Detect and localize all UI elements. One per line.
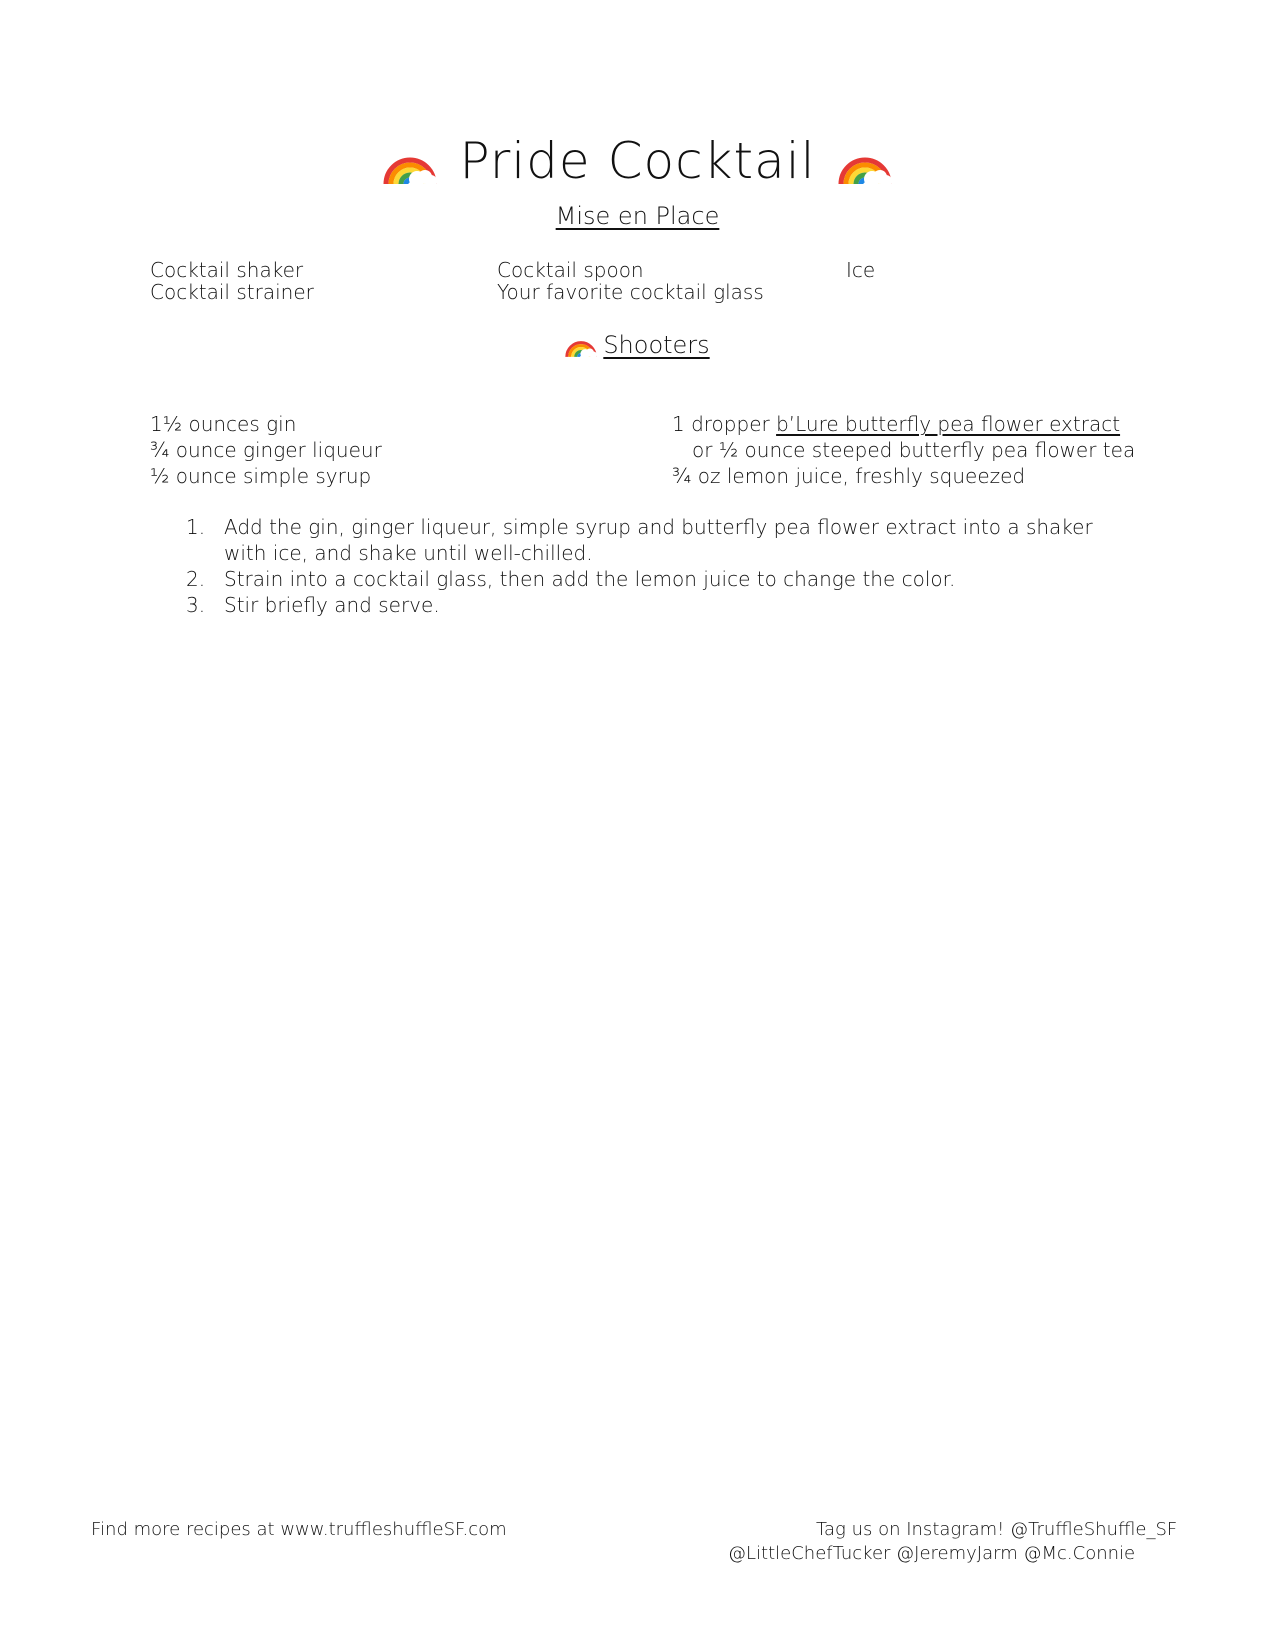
- rainbow-icon: [383, 132, 437, 190]
- ingredient-item: ¾ oz lemon juice, freshly squeezed: [672, 464, 1026, 488]
- footer-instagram: Tag us on Instagram! @TruffleShuffle_SF: [816, 1519, 1178, 1540]
- step-text: Stir briefly and serve.: [224, 593, 440, 617]
- step-number: 1.: [186, 515, 206, 539]
- extract-link[interactable]: b’Lure butterfly pea flower extract: [776, 412, 1121, 436]
- ingredient-item: [672, 412, 1120, 436]
- rainbow-icon: [565, 326, 597, 364]
- ingredient-item: ¾ ounce ginger liqueur: [150, 438, 382, 462]
- step-number: 3.: [186, 593, 206, 617]
- ingredient-text: 1 dropper: [672, 412, 777, 436]
- ingredient-item: ½ ounce simple syrup: [150, 464, 372, 488]
- tool-item: Cocktail spoon: [497, 258, 644, 282]
- instruction-step: [186, 566, 1116, 592]
- step-text: Strain into a cocktail glass, then add the lemon juice to change the color.: [224, 567, 956, 591]
- step-text: Add the gin, ginger liqueur, simple syrup and butterfly pea flower extract into a shaker with ice, and shake until well-chilled.: [224, 515, 1093, 565]
- section-label: Shooters: [603, 331, 710, 359]
- instruction-step: [186, 592, 1116, 618]
- footer-handles: @LittleChefTucker @JeremyJarm @Mc.Connie: [728, 1543, 1136, 1564]
- instruction-step: [186, 514, 1116, 566]
- ingredient-item: 1½ ounces gin: [150, 412, 297, 436]
- rainbow-icon: [838, 132, 892, 190]
- instructions-list: [186, 514, 1116, 618]
- step-number: 2.: [186, 567, 206, 591]
- page-title: Pride Cocktail: [459, 132, 816, 190]
- tool-item: Cocktail strainer: [150, 280, 314, 304]
- tool-item: Cocktail shaker: [150, 258, 304, 282]
- mise-en-place-heading: Mise en Place: [555, 202, 720, 230]
- title-row: [0, 132, 1275, 190]
- tool-item: Ice: [846, 258, 876, 282]
- ingredient-item: or ½ ounce steeped butterfly pea flower tea: [692, 438, 1136, 462]
- tool-item: Your favorite cocktail glass: [497, 280, 764, 304]
- footer-website: Find more recipes at www.truffleshuffleSF.com: [91, 1519, 507, 1540]
- section-heading: [0, 326, 1275, 364]
